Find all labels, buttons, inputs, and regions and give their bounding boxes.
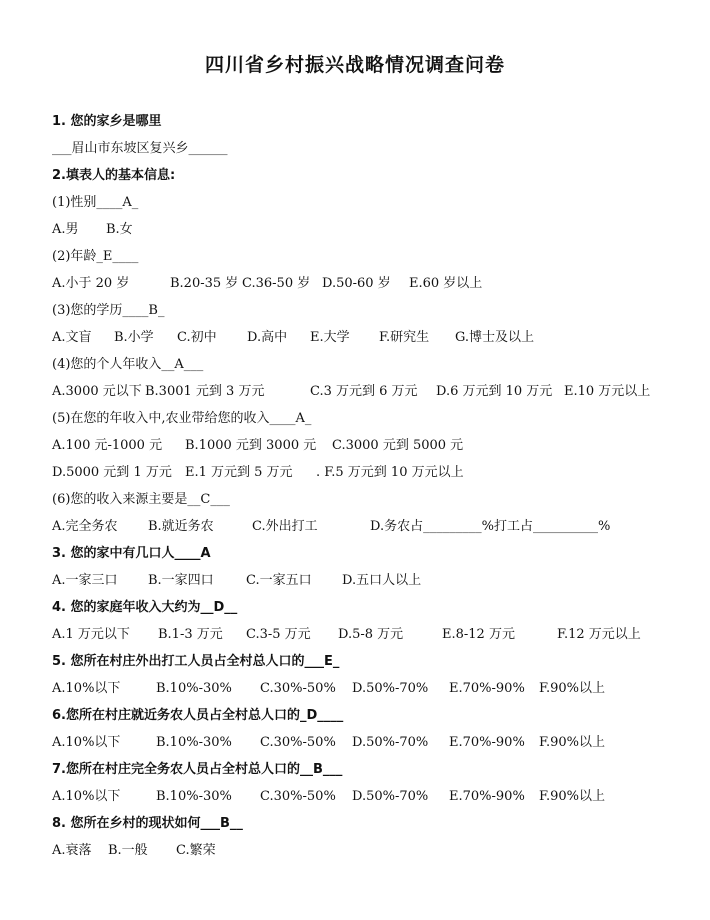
option-b: B.1-3 万元 <box>158 627 223 642</box>
option-e: E.70%-90% <box>449 789 525 804</box>
option-c: C.一家五口 <box>246 573 312 588</box>
option-e: E.1 万元到 5 万元 <box>185 465 293 480</box>
option-a: A.100 元-1000 元 <box>52 438 163 453</box>
option-d: D.五口人以上 <box>342 573 422 588</box>
option-a: A.3000 元以下 <box>52 384 142 399</box>
question-8: 8. 您所在乡村的现状如何___B__ <box>52 816 243 831</box>
option-a: A.文盲 <box>52 330 92 345</box>
question-7: 7.您所在村庄完全务农人员占全村总人口的__B___ <box>52 762 343 777</box>
option-b: B.一家四口 <box>148 573 214 588</box>
sub-question-education: (3)您的学历____B_ <box>52 303 165 318</box>
option-f: F.90%以上 <box>539 789 606 804</box>
option-c: C.30%-50% <box>260 789 336 804</box>
option-d: D.高中 <box>247 330 288 345</box>
option-c: C.初中 <box>177 330 217 345</box>
option-c: C.外出打工 <box>252 519 318 534</box>
question-2: 2.填表人的基本信息: <box>52 168 176 183</box>
option-b: B.10%-30% <box>156 681 232 696</box>
option-c: C.30%-50% <box>260 681 336 696</box>
question-1: 1. 您的家乡是哪里 <box>52 114 162 129</box>
option-f: F.12 万元以上 <box>557 627 641 642</box>
question-4: 4. 您的家庭年收入大约为__D__ <box>52 600 238 615</box>
option-b: B.一般 <box>108 843 148 858</box>
option-b: B.1000 元到 3000 元 <box>185 438 317 453</box>
question-5: 5. 您所在村庄外出打工人员占全村总人口的___E_ <box>52 654 340 669</box>
option-b: B.20-35 岁 <box>170 276 239 291</box>
option-f: F.90%以上 <box>539 681 606 696</box>
option-f: . F.5 万元到 10 万元以上 <box>316 465 464 480</box>
option-d: D.5000 元到 1 万元 <box>52 465 172 480</box>
option-d: D.6 万元到 10 万元 <box>436 384 553 399</box>
option-a: A.小于 20 岁 <box>52 276 130 291</box>
answer-1: ___眉山市东坡区复兴乡______ <box>52 141 228 156</box>
option-c: C.3 万元到 6 万元 <box>310 384 418 399</box>
option-e: E.70%-90% <box>449 681 525 696</box>
option-c: C.36-50 岁 <box>242 276 311 291</box>
option-c: C.繁荣 <box>176 843 216 858</box>
option-e: E.70%-90% <box>449 735 525 750</box>
option-b: B.就近务农 <box>148 519 214 534</box>
option-a: A.10%以下 <box>52 789 121 804</box>
option-d: D.5-8 万元 <box>338 627 404 642</box>
option-b: B.女 <box>106 222 133 237</box>
option-f: F.90%以上 <box>539 735 606 750</box>
option-f: F.研究生 <box>379 330 430 345</box>
option-c: C.30%-50% <box>260 735 336 750</box>
sub-question-age: (2)年龄_E____ <box>52 249 139 264</box>
option-e: E.60 岁以上 <box>409 276 483 291</box>
option-b: B.10%-30% <box>156 789 232 804</box>
option-c: C.3-5 万元 <box>246 627 311 642</box>
option-a: A.10%以下 <box>52 735 121 750</box>
option-a: A.1 万元以下 <box>52 627 130 642</box>
option-e: E.8-12 万元 <box>442 627 515 642</box>
option-g: G.博士及以上 <box>455 330 535 345</box>
option-d: D.50%-70% <box>352 735 429 750</box>
option-e: E.10 万元以上 <box>564 384 651 399</box>
option-a: A.一家三口 <box>52 573 118 588</box>
sub-question-farm-income: (5)在您的年收入中,农业带给您的收入____A_ <box>52 411 312 426</box>
sub-question-income-source: (6)您的收入来源主要是__C___ <box>52 492 230 507</box>
option-e: E.大学 <box>310 330 350 345</box>
option-d: D.50%-70% <box>352 789 429 804</box>
option-b: B.3001 元到 3 万元 <box>145 384 265 399</box>
option-b: B.10%-30% <box>156 735 232 750</box>
question-6: 6.您所在村庄就近务农人员占全村总人口的_D____ <box>52 708 344 723</box>
option-a: A.衰落 <box>52 843 92 858</box>
option-d: D.50-60 岁 <box>322 276 391 291</box>
option-a: A.男 <box>52 222 79 237</box>
sub-question-personal-income: (4)您的个人年收入__A___ <box>52 357 204 372</box>
option-d: D.50%-70% <box>352 681 429 696</box>
option-c: C.3000 元到 5000 元 <box>332 438 464 453</box>
page-title: 四川省乡村振兴战略情况调查问卷 <box>204 54 505 76</box>
option-a: A.完全务农 <box>52 519 118 534</box>
option-a: A.10%以下 <box>52 681 121 696</box>
question-3: 3. 您的家中有几口人____A <box>52 546 211 561</box>
option-d: D.务农占_________%打工占__________% <box>370 519 611 534</box>
option-b: B.小学 <box>114 330 154 345</box>
sub-question-gender: (1)性别____A_ <box>52 195 139 210</box>
